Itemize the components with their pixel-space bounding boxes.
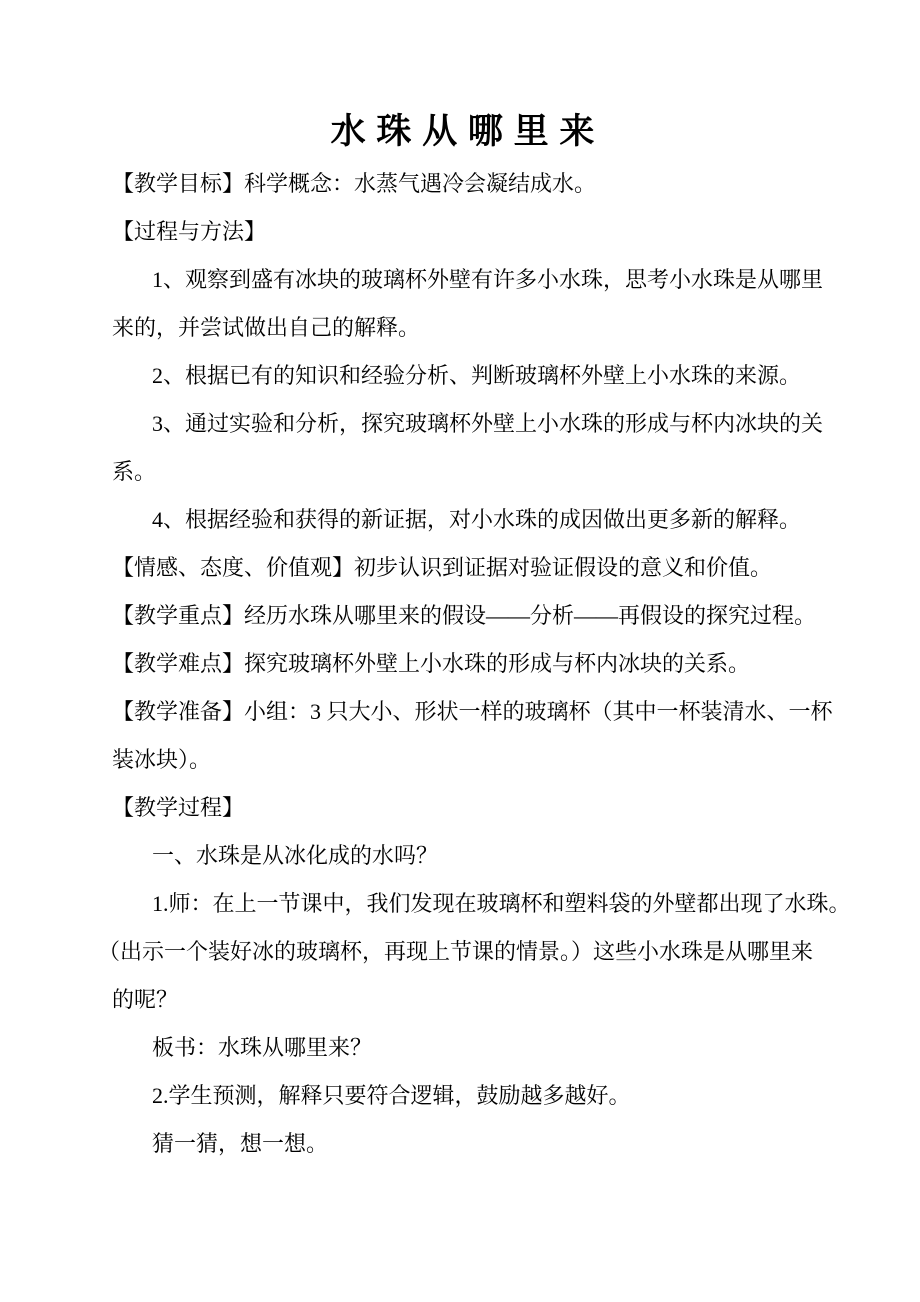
text-line-section-one: 一、水珠是从冰化成的水吗？ (152, 843, 439, 868)
text-line-teaching-goals: 【教学目标】科学概念：水蒸气遇冷会凝结成水。 (112, 171, 597, 196)
text-line-item-1-cont: 来的，并尝试做出自己的解释。 (112, 315, 421, 340)
text-line-teaching-prep-cont: 装冰块）。 (112, 747, 212, 772)
text-line-teacher-1-cont2: 的呢？ (112, 987, 179, 1012)
text-line-teaching-process: 【教学过程】 (112, 795, 245, 820)
text-line-process-methods: 【过程与方法】 (112, 219, 267, 244)
text-line-board-writing: 板书：水珠从哪里来？ (152, 1035, 373, 1060)
text-line-student-predict: 2.学生预测，解释只要符合逻辑，鼓励越多越好。 (152, 1083, 631, 1108)
text-line-teacher-1: 1.师：在上一节课中，我们发现在玻璃杯和塑料袋的外壁都出现了水珠。 (152, 891, 851, 916)
text-line-values: 【情感、态度、价值观】初步认识到证据对验证假设的意义和价值。 (112, 555, 773, 580)
text-line-teaching-prep: 【教学准备】小组：3 只大小、形状一样的玻璃杯（其中一杯装清水、一杯 (112, 699, 833, 724)
text-line-item-3-cont: 系。 (112, 459, 157, 484)
text-line-item-3: 3、通过实验和分析，探究玻璃杯外壁上小水珠的形成与杯内冰块的关 (152, 411, 824, 436)
text-line-item-1: 1、观察到盛有冰块的玻璃杯外壁有许多小水珠，思考小水珠是从哪里 (152, 267, 824, 292)
document-title: 水 珠 从 哪 里 来 (330, 112, 596, 151)
text-line-teaching-focus: 【教学重点】经历水珠从哪里来的假设——分析——再假设的探究过程。 (112, 603, 817, 628)
text-line-teaching-difficulty: 【教学难点】探究玻璃杯外壁上小水珠的形成与杯内冰块的关系。 (112, 651, 751, 676)
text-line-item-2: 2、根据已有的知识和经验分析、判断玻璃杯外壁上小水珠的来源。 (152, 363, 802, 388)
text-line-guess-think: 猜一猜，想一想。 (152, 1131, 329, 1156)
text-line-item-4: 4、根据经验和获得的新证据，对小水珠的成因做出更多新的解释。 (152, 507, 802, 532)
text-line-teacher-1-cont: （出示一个装好冰的玻璃杯，再现上节课的情景。）这些小水珠是从哪里来 (98, 939, 814, 964)
